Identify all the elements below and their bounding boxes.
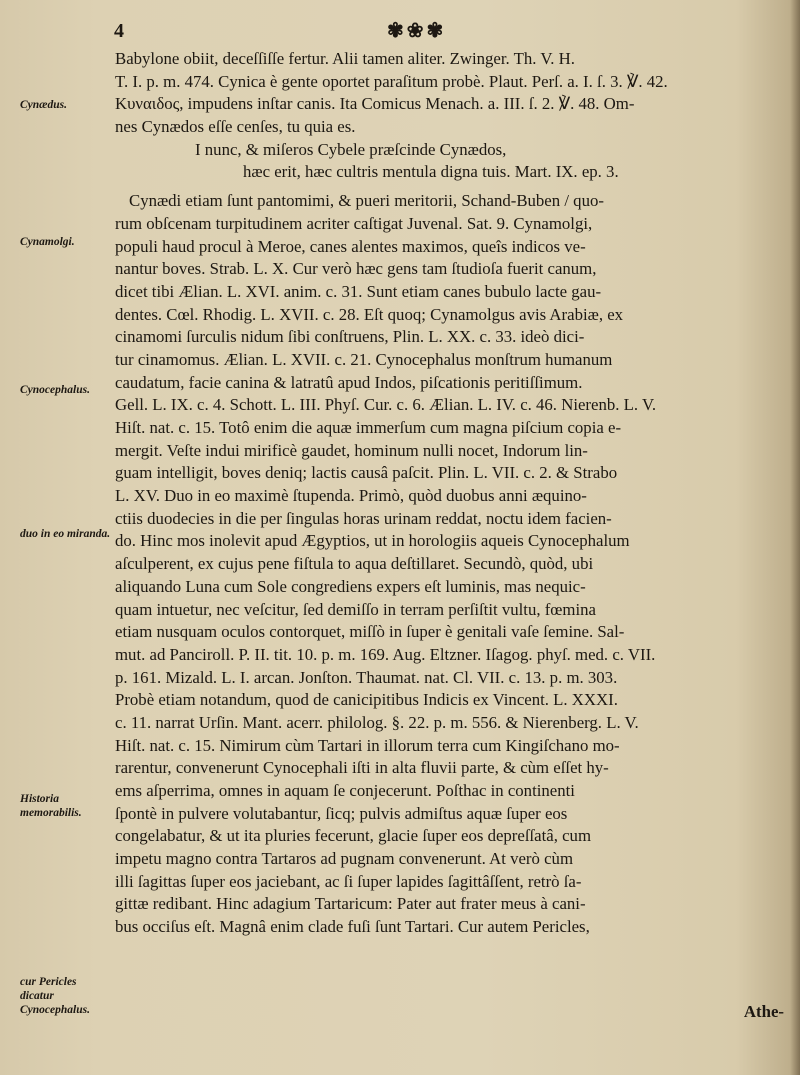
text-line: nes Cynædos eſſe cenſes, tu quia es. bbox=[115, 117, 356, 137]
margin-note-historia-memorabilis: Historia memorabilis. bbox=[20, 793, 82, 819]
text-line: mergit. Veſte indui mirificè gaudet, hominum nulli nocet, Indorum lin- bbox=[115, 440, 588, 460]
text-line: ſpontè in pulvere volutabantur, ſicq; pulvis admiſtus aquæ ſuper eos bbox=[115, 803, 568, 823]
margin-note-cynaedus: Cynædus. bbox=[20, 99, 67, 111]
text-line: Cynædi etiam ſunt pantomimi, & pueri meritorii, Schand-Buben / quo- bbox=[129, 191, 604, 211]
text-line: aſculperent, ex cujus pene fiſtula to aqua deſtillaret. Secundò, quòd, ubi bbox=[115, 554, 594, 574]
text-line: mut. ad Panciroll. P. II. tit. 10. p. m. 169. Aug. Eltzner. Iſagog. phyſ. med. c. VII. bbox=[115, 644, 656, 664]
text-line: ems aſperrima, omnes in aquam ſe conjecerunt. Poſthac in continenti bbox=[115, 781, 575, 800]
text-line: rum obſcenam turpitudinem acriter caſtigat Juvenal. Sat. 9. Cynamolgi, bbox=[115, 213, 593, 233]
page-number: 4 bbox=[114, 20, 124, 42]
text-line: impetu magno contra Tartaros ad pugnam convenerunt. At verò cùm bbox=[115, 849, 574, 869]
text-line: illi ſagittas ſuper eos jaciebant, ac ſi ſuper lapides ſagittâſſent, retrò ſa- bbox=[115, 871, 582, 891]
main-text-block bbox=[115, 48, 793, 939]
text-line: aliquando Luna cum Sole congrediens expers eſt luminis, mas nequic- bbox=[115, 576, 586, 596]
text-line: dicet tibi Ælian. L. XVI. anim. c. 31. Sunt etiam canes bubulo lacte gau- bbox=[115, 281, 602, 301]
catchword: Athe- bbox=[743, 1002, 784, 1021]
text-line: rarentur, convenerunt Cynocephali iſti in alta fluvii parte, & cùm eſſet hy- bbox=[115, 758, 609, 778]
margin-note-cynamolgi: Cynamolgi. bbox=[20, 236, 75, 248]
margin-note-cynocephalus: Cynocephalus. bbox=[20, 384, 90, 396]
text-line: cinamomi ſurculis nidum ſibi conſtruens, Plin. L. XX. c. 33. ideò dici- bbox=[115, 327, 585, 347]
text-line: nantur boves. Strab. L. X. Cur verò hæc gens tam ſtudioſa fuerit canum, bbox=[115, 259, 597, 279]
text-line: Probè etiam notandum, quod de canicipitibus Indicis ex Vincent. L. XXXI. bbox=[115, 690, 618, 710]
text-line: tur cinamomus. Ælian. L. XVII. c. 21. Cynocephalus monſtrum humanum bbox=[115, 349, 613, 369]
text-line: bus occiſus eſt. Magnâ enim clade fuſi ſunt Tartari. Cur autem Pericles, bbox=[115, 917, 590, 937]
margin-note-duo-in-eo-miranda: duo in eo miranda. bbox=[20, 528, 111, 540]
text-line: Gell. L. IX. c. 4. Schott. L. III. Phyſ. Cur. c. 6. Ælian. L. IV. c. 46. Nierenb. L. V. bbox=[115, 395, 657, 415]
text-line: quam intuetur, nec veſcitur, ſed demiſſo in terram perſiſtit vultu, fœmina bbox=[115, 599, 596, 619]
text-line: dentes. Cœl. Rhodig. L. XVII. c. 28. Eſt quoq; Cynamolgus avis Arabiæ, ex bbox=[115, 304, 624, 324]
text-line: Hiſt. nat. c. 15. Nimirum cùm Tartari in illorum terra cum Kingiſchano mo- bbox=[115, 735, 620, 755]
text-line: c. 11. narrat Urſin. Mant. acerr. philolog. §. 22. p. m. 556. & Nierenberg. L. V. bbox=[115, 712, 639, 732]
margin-note-pericles: cur Pericles dicatur Cynocephalus. bbox=[20, 976, 90, 1016]
verse-line: hæc erit, hæc cultris mentula digna tuis. Mart. IX. ep. 3. bbox=[243, 162, 619, 182]
text-line: etiam nusquam oculos contorquet, miſſò in ſuper è genitali vaſe ſemine. Sal- bbox=[115, 622, 625, 642]
text-line: ctiis duodecies in die per ſingulas horas urinam reddat, noctu idem facien- bbox=[115, 508, 612, 528]
text-line: T. I. p. m. 474. Cynica è gente oportet paraſitum probè. Plaut. Perſ. a. I. ſ. 3. ℣. 42. bbox=[115, 71, 668, 91]
text-line: do. Hinc mos inolevit apud Ægyptios, ut in horologiis aqueis Cynocephalum bbox=[115, 531, 630, 551]
text-line: congelabatur, & ut ita pluries fecerunt, glacie ſuper eos depreſſatâ, cum bbox=[115, 826, 591, 846]
text-line: Babylone obiit, deceſſiſſe fertur. Alii tamen aliter. Zwinger. Th. V. H. bbox=[115, 49, 575, 68]
text-line: guam intelligit, boves deniq; lactis causâ paſcit. Plin. L. VII. c. 2. & Strabo bbox=[115, 463, 618, 483]
text-line: L. XV. Duo in eo maximè ſtupenda. Primò, quòd duobus anni æquino- bbox=[115, 486, 587, 506]
text-line: Hiſt. nat. c. 15. Totô enim die aquæ immerſum cum magna piſcium copia e- bbox=[115, 418, 622, 437]
text-line: gittæ redibant. Hinc adagium Tartaricum: Pater aut frater meus à cani- bbox=[115, 894, 586, 914]
text-line: caudatum, facie canina & latratû apud Indos, piſcationis peritiſſimum. bbox=[115, 372, 583, 392]
text-line: p. 161. Mizald. L. I. arcan. Jonſton. Thaumat. nat. Cl. VII. c. 13. p. m. 303. bbox=[115, 667, 618, 687]
text-line: Κυναιδος, impudens inſtar canis. Ita Comicus Menach. a. III. ſ. 2. ℣. 48. Om- bbox=[115, 94, 635, 114]
verse-line: I nunc, & miſeros Cybele præſcinde Cynædos, bbox=[195, 139, 507, 159]
text-line: populi haud procul à Meroe, canes alentes maximos, queîs indicos ve- bbox=[115, 236, 586, 256]
header-ornament: ✾❀✾ bbox=[387, 20, 447, 42]
